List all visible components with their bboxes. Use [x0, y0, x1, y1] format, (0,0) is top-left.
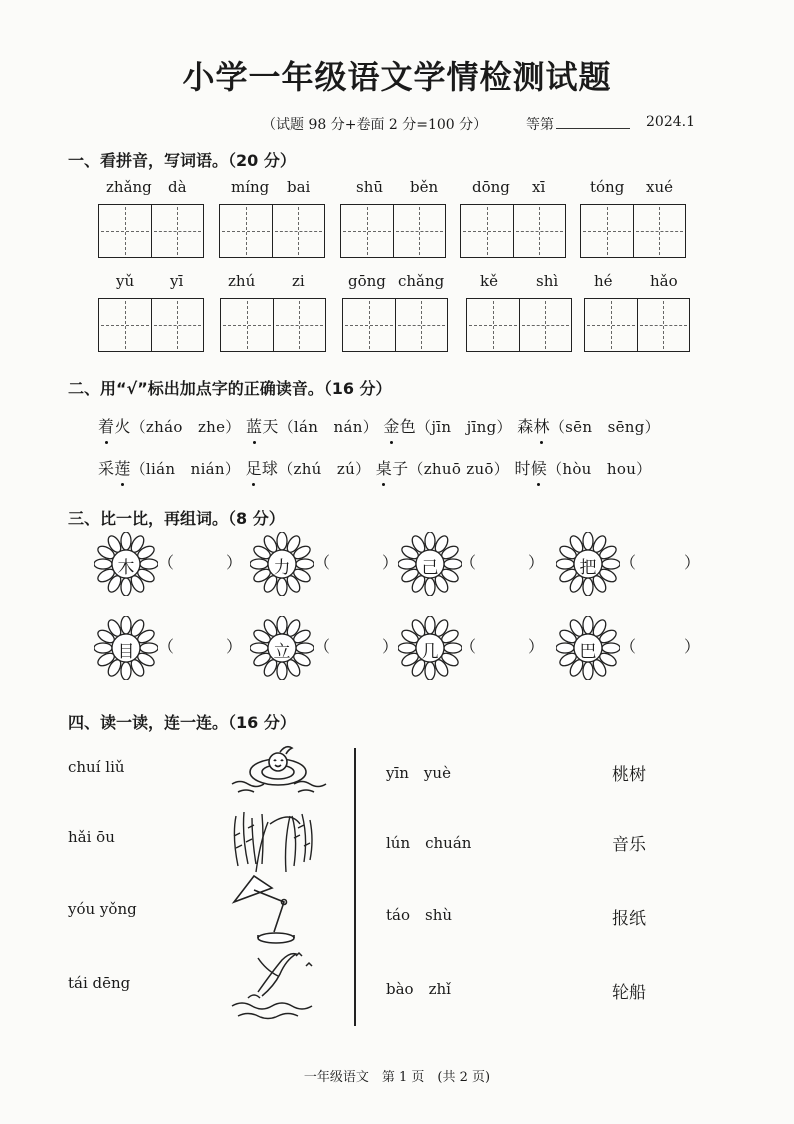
pinyin-syllable: hǎo [650, 272, 678, 290]
left-pinyin[interactable]: hǎi ōu [68, 828, 115, 846]
left-pinyin[interactable]: chuí liǔ [68, 758, 125, 776]
dotted-char: 着 [98, 414, 114, 437]
score-note: （试题 98 分+卷面 2 分=100 分） [262, 117, 488, 133]
willow-tree-icon[interactable] [226, 806, 322, 874]
paren-open: （ [620, 637, 637, 656]
pinyin-options[interactable]: （zháo zhe） [130, 418, 241, 436]
paren-open: （ [314, 553, 331, 572]
writing-box[interactable] [460, 204, 566, 258]
writing-box[interactable] [98, 298, 204, 352]
writing-box[interactable] [98, 204, 204, 258]
left-pinyin[interactable]: tái dēng [68, 974, 131, 992]
pronunciation-item: 时候（hòu hou） [514, 459, 651, 478]
pinyin-syllable: gōng [348, 272, 386, 290]
compare-item [556, 616, 701, 684]
writing-box[interactable] [342, 298, 448, 352]
paren-open: （ [620, 553, 637, 572]
compare-item [556, 532, 701, 600]
pronunciation-item: 着火（zháo zhe） [98, 417, 241, 436]
grade-label: 等第 [526, 117, 554, 133]
pronunciation-item: 采莲（lián nián） [98, 459, 240, 478]
pronunciation-item: 桌子（zhuō zuō） [376, 459, 509, 478]
right-pinyin[interactable]: bào zhǐ [386, 980, 451, 998]
dotted-char: 林 [534, 414, 550, 437]
pinyin-row-1 [98, 178, 698, 262]
compare-item [250, 532, 399, 600]
pinyin-syllable: shì [536, 272, 559, 290]
pinyin-options[interactable]: （jīn jīng） [416, 418, 512, 436]
answer-blank[interactable]: ） [528, 637, 545, 656]
flower-char: 几 [421, 642, 439, 662]
pinyin-syllable: míng [231, 178, 270, 196]
pinyin-syllable: dōng [472, 178, 510, 196]
answer-blank[interactable]: ） [382, 637, 399, 656]
dotted-char: 金 [383, 414, 399, 437]
paren-open: （ [158, 637, 175, 656]
writing-box[interactable] [584, 298, 690, 352]
pinyin-syllable: tóng [590, 178, 625, 196]
word-option[interactable]: 音乐 [612, 835, 646, 855]
exam-date: 2024.1 [646, 114, 695, 130]
pinyin-row-2 [98, 272, 698, 356]
compare-item [250, 616, 399, 684]
answer-blank[interactable]: ） [382, 553, 399, 572]
page-title: 小学一年级语文学情检测试题 [182, 58, 612, 96]
answer-blank[interactable]: ） [226, 637, 243, 656]
pinyin-syllable: yǔ [116, 272, 135, 290]
column-divider [354, 748, 356, 1026]
word-option[interactable]: 报纸 [612, 909, 646, 929]
pinyin-syllable: zhú [228, 272, 256, 290]
writing-box[interactable] [466, 298, 572, 352]
flower-char: 把 [579, 558, 597, 578]
pinyin-options[interactable]: （zhuō zuō） [408, 460, 510, 478]
desk-lamp-icon[interactable] [228, 872, 318, 946]
pinyin-syllable: chǎng [398, 272, 445, 290]
writing-box[interactable] [580, 204, 686, 258]
answer-blank[interactable]: ） [528, 553, 545, 572]
paren-open: （ [460, 637, 477, 656]
pronunciation-item: 蓝天（lán nán） [246, 417, 378, 436]
word-option[interactable]: 轮船 [612, 983, 646, 1003]
flower-char: 立 [273, 642, 291, 662]
dotted-char: 桌 [376, 456, 392, 479]
right-pinyin[interactable]: yīn yuè [386, 764, 451, 782]
flower-char: 目 [117, 642, 135, 662]
pinyin-options[interactable]: （lián nián） [130, 460, 241, 478]
seagull-icon[interactable] [228, 946, 328, 1022]
pinyin-syllable: hé [594, 272, 613, 290]
pinyin-syllable: dà [168, 178, 187, 196]
compare-item [94, 616, 243, 684]
pinyin-options[interactable]: （sēn sēng） [549, 418, 660, 436]
flower-char: 己 [421, 558, 439, 578]
pronunciation-row-2 [98, 456, 651, 479]
pronunciation-item: 足球（zhú zú） [246, 459, 371, 478]
paren-open: （ [460, 553, 477, 572]
compare-item [398, 532, 545, 600]
pinyin-options[interactable]: （zhú zú） [278, 460, 371, 478]
flower-char: 巴 [579, 642, 597, 662]
writing-box[interactable] [340, 204, 446, 258]
compare-item [94, 532, 243, 600]
flower-char: 力 [273, 558, 291, 578]
writing-box[interactable] [219, 204, 325, 258]
dotted-char: 莲 [114, 456, 130, 479]
section1-heading: 一、看拼音，写词语。（20 分） [68, 151, 296, 170]
pinyin-syllable: bai [287, 178, 311, 196]
pinyin-syllable: xī [532, 178, 546, 196]
section3-heading: 三、比一比，再组词。（8 分） [68, 509, 285, 528]
left-pinyin[interactable]: yóu yǒng [68, 900, 137, 918]
pronunciation-item: 森林（sēn sēng） [517, 417, 660, 436]
pinyin-syllable: zhǎng [106, 178, 152, 196]
section2-heading: 二、用“√”标出加点字的正确读音。（16 分） [68, 379, 392, 398]
pinyin-syllable: běn [410, 178, 439, 196]
pinyin-options[interactable]: （hòu hou） [547, 460, 652, 478]
pronunciation-item: 金色（jīn jīng） [383, 417, 511, 436]
page-footer: 一年级语文 第 1 页 (共 2 页) [303, 1070, 491, 1085]
section4-heading: 四、读一读，连一连。（16 分） [68, 713, 296, 732]
answer-blank[interactable]: ） [684, 637, 701, 656]
answer-blank[interactable]: ） [684, 553, 701, 572]
pinyin-syllable: yī [170, 272, 184, 290]
pinyin-syllable: shū [356, 178, 384, 196]
answer-blank[interactable]: ） [226, 553, 243, 572]
dotted-char: 候 [531, 456, 547, 479]
compare-grid [94, 532, 714, 692]
paren-open: （ [314, 637, 331, 656]
pinyin-syllable: zi [292, 272, 305, 290]
pinyin-syllable: kě [480, 272, 498, 290]
flower-char: 木 [117, 558, 135, 578]
right-pinyin[interactable]: táo shù [386, 906, 453, 924]
pinyin-options[interactable]: （lán nán） [278, 418, 378, 436]
pronunciation-row-1 [98, 414, 660, 437]
word-option[interactable]: 桃树 [612, 765, 646, 785]
paren-open: （ [158, 553, 175, 572]
writing-box[interactable] [220, 298, 326, 352]
compare-item [398, 616, 545, 684]
right-pinyin[interactable]: lún chuán [386, 834, 472, 852]
swimming-child-icon[interactable] [228, 740, 328, 796]
grade-blank[interactable] [556, 128, 630, 129]
dotted-char: 蓝 [246, 414, 262, 437]
dotted-char: 足 [246, 456, 262, 479]
pinyin-syllable: xué [646, 178, 673, 196]
